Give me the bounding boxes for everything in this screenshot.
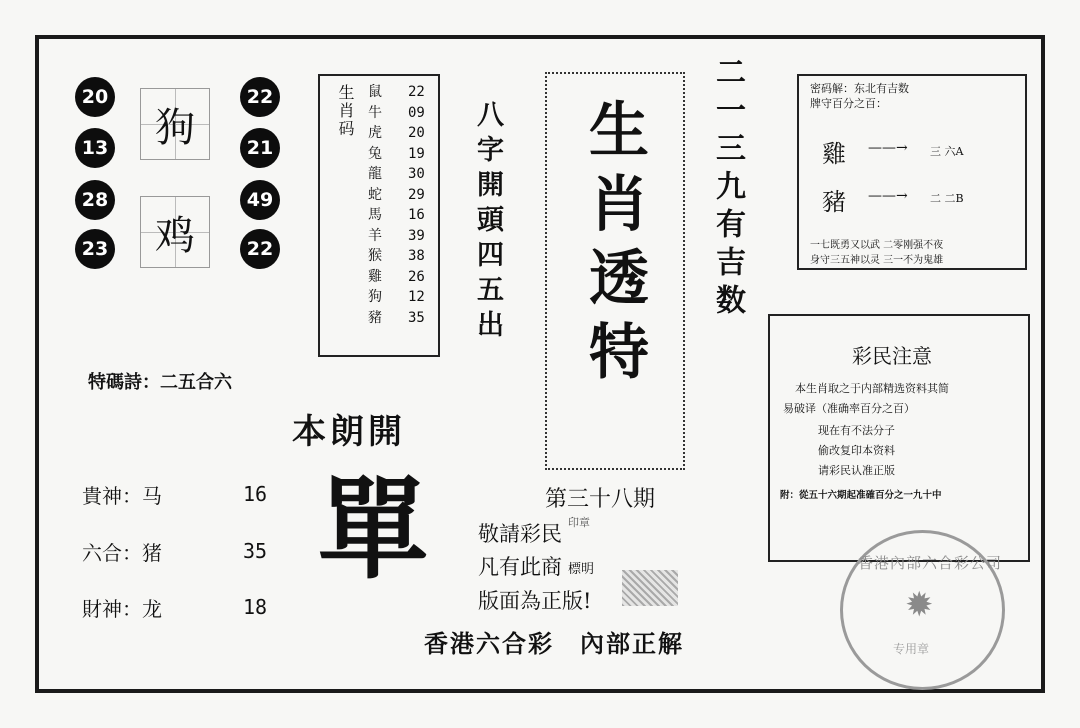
zodiac-cell: 猴	[368, 248, 382, 264]
key-foot-line1: 一七既勇又以武 二零刚强不夜	[810, 240, 944, 251]
zodiac-box-rooster: 鸡	[140, 196, 210, 268]
number-cell: 26	[408, 268, 425, 285]
notice-line: 请彩民认准正版	[818, 464, 895, 477]
reminder-mark: 標明	[568, 562, 595, 577]
zodiac-cell: 雞	[368, 268, 382, 285]
zodiac-cell: 馬	[368, 207, 382, 223]
number-ball: 22	[240, 229, 280, 269]
key-value-2: 二 二B	[930, 192, 964, 205]
number-ball: 21	[240, 128, 280, 168]
number-ball: 20	[75, 77, 115, 117]
key-animal-2: 豬	[822, 188, 846, 216]
reminder-line: 版面為正版!	[478, 589, 592, 613]
notice-line: 本生肖取之于内部精选资料其简	[795, 382, 949, 395]
number-ball: 22	[240, 77, 280, 117]
zodiac-cell: 牛	[368, 104, 382, 121]
zodiac-cell: 龍	[368, 166, 382, 182]
notice-title: 彩民注意	[852, 344, 932, 368]
number-ball: 28	[75, 180, 115, 220]
zodiac-cell: 蛇	[368, 186, 382, 203]
zodiac-cell: 羊	[368, 227, 382, 244]
god-label: 財神：龙	[82, 597, 162, 621]
zodiac-cell: 豬	[368, 309, 382, 326]
main-title: 生肖透特	[579, 98, 649, 394]
key-value-1: 三 六A	[930, 145, 964, 158]
zodiac-cell: 兔	[368, 145, 382, 162]
number-cell: 38	[408, 248, 425, 264]
vertical-slogan-left: 八字開頭四五出	[472, 100, 503, 345]
god-number: 18	[243, 595, 268, 619]
stamp-text: 香港內部六合彩公司	[858, 554, 1003, 572]
key-foot-line2: 身守三五神以灵 三一不为鬼雄	[810, 255, 944, 266]
zodiac-box-dog: 狗	[140, 88, 210, 160]
number-cell: 39	[408, 227, 425, 244]
period-label: 第三十八期	[545, 487, 656, 512]
zodiac-cell: 鼠	[368, 84, 382, 100]
reminder-line: 敬請彩民	[478, 522, 562, 546]
number-cell: 12	[408, 289, 425, 305]
number-cell: 29	[408, 186, 425, 203]
number-cell: 09	[408, 104, 425, 121]
big-character: 單	[318, 465, 428, 594]
key-title-line2: 牌守百分之百：	[810, 97, 887, 110]
star-icon: ✹	[905, 585, 934, 625]
table-label: 生肖码	[336, 84, 355, 138]
vertical-slogan-right: 二一三九有吉数	[710, 56, 745, 322]
notice-line: 易破译（准确率百分之百）	[783, 402, 915, 415]
notice-line: 附：從五十六期起准確百分之一九十中	[780, 490, 942, 501]
god-number: 35	[243, 539, 268, 563]
key-animal-1: 雞	[822, 140, 846, 168]
zodiac-column	[368, 82, 382, 328]
reminder-line: 凡有此商	[478, 555, 562, 579]
zodiac-cell: 狗	[368, 289, 382, 305]
number-ball: 49	[240, 180, 280, 220]
number-cell: 22	[408, 84, 425, 100]
notice-line: 偷改复印本资料	[818, 444, 895, 457]
number-cell: 30	[408, 166, 425, 182]
god-label: 貴神：马	[82, 484, 162, 508]
number-cell: 20	[408, 125, 425, 141]
stamp-center-text: 专用章	[893, 642, 930, 656]
number-column	[408, 82, 425, 328]
key-title-line1: 密码解：东北有吉数	[810, 82, 909, 95]
number-cell: 19	[408, 145, 425, 162]
seal-mark-icon	[622, 570, 678, 606]
open-label: 本朗開	[292, 412, 406, 452]
arrow-right-icon: ——→	[868, 188, 908, 204]
number-ball: 23	[75, 229, 115, 269]
zodiac-cell: 虎	[368, 125, 382, 141]
footer-text: 香港六合彩 內部正解	[424, 629, 684, 658]
poem-text: 特碼詩：二五合六	[88, 372, 232, 393]
period-sub: 印章	[568, 516, 590, 529]
god-label: 六合：猪	[82, 541, 162, 565]
arrow-right-icon: ——→	[868, 140, 908, 156]
notice-line: 现在有不法分子	[818, 424, 895, 437]
god-number: 16	[243, 482, 268, 506]
number-cell: 35	[408, 309, 425, 326]
number-ball: 13	[75, 128, 115, 168]
number-cell: 16	[408, 207, 425, 223]
